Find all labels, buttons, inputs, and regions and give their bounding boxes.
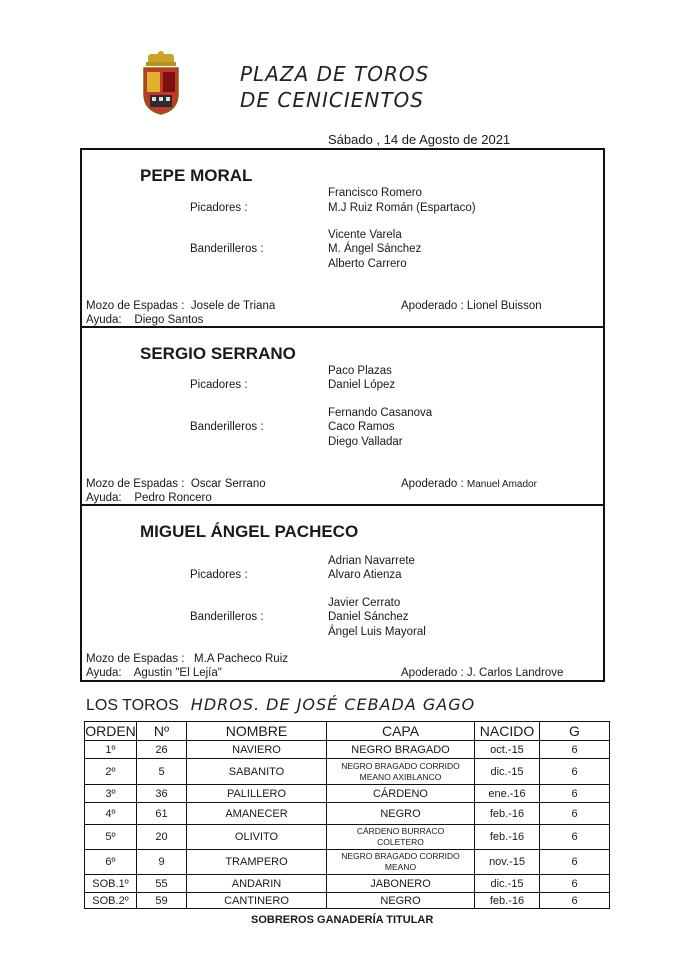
cell-g: 6 [540, 759, 610, 785]
ayuda [86, 492, 212, 504]
cell-g: 6 [540, 803, 610, 825]
mozo-name: Oscar Serrano [190, 478, 266, 490]
banderillero-name: Javier Cerrato [328, 597, 401, 609]
table-row [85, 875, 610, 893]
ayuda-name: Pedro Roncero [134, 492, 212, 504]
cell-nacido: feb.-16 [475, 893, 540, 909]
cell-numero: 9 [137, 850, 187, 875]
ayuda-label: Ayuda: [86, 667, 122, 679]
banderillero-name: Vicente Varela [328, 229, 402, 241]
cell-capa [327, 850, 475, 875]
toros-heading [86, 695, 475, 715]
cell-nombre: CANTINERO [187, 893, 327, 909]
table-row [85, 825, 610, 850]
matador-section [80, 326, 605, 506]
cell-g: 6 [540, 875, 610, 893]
matador-section [80, 148, 605, 328]
cell-orden: 1º [85, 741, 137, 759]
cell-numero: 20 [137, 825, 187, 850]
cell-nacido: feb.-16 [475, 803, 540, 825]
cell-nombre: SABANITO [187, 759, 327, 785]
matador-name: MIGUEL ÁNGEL PACHECO [140, 522, 359, 541]
col-header-nombre: NOMBRE [187, 722, 327, 741]
cell-numero: 36 [137, 785, 187, 803]
cell-nacido: nov.-15 [475, 850, 540, 875]
cell-nacido: feb.-16 [475, 825, 540, 850]
capa-line: MEANO [384, 862, 417, 872]
apoderado-label: Apoderado : [401, 478, 464, 490]
picador-name: M.J Ruiz Román (Espartaco) [328, 202, 476, 214]
cell-capa: NEGRO [327, 893, 475, 909]
col-header-numero: Nº [137, 722, 187, 741]
cell-nombre: NAVIERO [187, 741, 327, 759]
picador-name: Paco Plazas [328, 365, 392, 377]
picador-name: Alvaro Atienza [328, 569, 402, 581]
cell-numero: 26 [137, 741, 187, 759]
cell-orden: 5º [85, 825, 137, 850]
apoderado-label: Apoderado : [401, 300, 464, 312]
toros-label: LOS TOROS [86, 697, 179, 714]
mozo-name: Josele de Triana [190, 300, 276, 312]
cell-nombre: AMANECER [187, 803, 327, 825]
mozo-name: M.A Pacheco Ruiz [194, 653, 289, 665]
banderillero-name: Daniel Sánchez [328, 611, 409, 623]
table-row [85, 741, 610, 759]
mozo-label: Mozo de Espadas : [86, 478, 185, 490]
col-header-orden: ORDEN [85, 723, 136, 739]
cell-orden: SOB.2º [85, 893, 137, 909]
table-header-row [85, 722, 610, 741]
page-title-line1: PLAZA DE TOROS [240, 62, 430, 86]
cell-capa: CÁRDENO [327, 785, 475, 803]
picadores-label: Picadores : [190, 202, 248, 214]
cell-nombre: ANDARIN [187, 875, 327, 893]
ayuda [86, 314, 203, 326]
table-row [85, 803, 610, 825]
cell-capa: NEGRO BRAGADO [327, 741, 475, 759]
picador-name: Adrian Navarrete [328, 555, 415, 567]
table-row [85, 850, 610, 875]
apoderado-name: Manuel Amador [466, 479, 537, 490]
apoderado [401, 478, 537, 490]
picador-name: Daniel López [328, 379, 396, 391]
ayuda-label: Ayuda: [86, 314, 122, 326]
cell-g: 6 [540, 825, 610, 850]
cell-g: 6 [540, 893, 610, 909]
cell-orden: 2º [85, 759, 137, 785]
cell-capa: JABONERO [327, 875, 475, 893]
table-row [85, 759, 610, 785]
mozo-de-espadas [86, 300, 275, 312]
col-header-nacido: NACIDO [475, 722, 540, 741]
cell-orden: 4º [85, 803, 137, 825]
mozo-label: Mozo de Espadas : [86, 653, 185, 665]
cell-orden: 3º [85, 785, 137, 803]
picador-name: Francisco Romero [328, 187, 422, 199]
cell-g: 6 [540, 741, 610, 759]
ayuda-name: Agustin "El Lejía" [133, 667, 222, 679]
picadores-label: Picadores : [190, 379, 248, 391]
apoderado-label: Apoderado : [401, 667, 464, 679]
toros-table [84, 721, 610, 909]
cell-capa: NEGRO [327, 803, 475, 825]
cell-g: 6 [540, 850, 610, 875]
apoderado [401, 667, 563, 679]
cell-nacido: dic.-15 [475, 875, 540, 893]
apoderado-name: Lionel Buisson [466, 300, 542, 312]
ayuda-name: Diego Santos [134, 314, 204, 326]
cell-g: 6 [540, 785, 610, 803]
col-header-capa: CAPA [327, 722, 475, 741]
page-title-line2: DE CENICIENTOS [240, 88, 424, 112]
ayuda [86, 667, 222, 679]
mozo-label: Mozo de Espadas : [86, 300, 185, 312]
apoderado-name: J. Carlos Landrove [466, 667, 564, 679]
cell-capa [327, 825, 475, 850]
banderilleros-label: Banderilleros : [190, 611, 264, 623]
capa-line: CÁRDENO BURRACO [356, 826, 445, 836]
matador-name: PEPE MORAL [140, 166, 253, 185]
matador-name: SERGIO SERRANO [140, 344, 296, 363]
banderillero-name: Ángel Luis Mayoral [328, 626, 426, 638]
banderillero-name: Diego Valladar [328, 436, 403, 448]
cell-nombre: TRAMPERO [187, 850, 327, 875]
cell-numero: 55 [137, 875, 187, 893]
cell-numero: 59 [137, 893, 187, 909]
ayuda-label: Ayuda: [86, 492, 122, 504]
mozo-de-espadas [86, 653, 288, 665]
cell-nombre: PALILLERO [187, 785, 327, 803]
cell-orden: 6º [85, 850, 137, 875]
picadores-label: Picadores : [190, 569, 248, 581]
capa-line: MEANO AXIBLANCO [359, 771, 442, 782]
capa-line: COLETERO [377, 837, 424, 847]
table-row [85, 893, 610, 909]
banderillero-name: Fernando Casanova [328, 407, 433, 419]
banderillero-name: Caco Ramos [328, 421, 395, 433]
banderilleros-label: Banderilleros : [190, 421, 264, 433]
cell-nacido: oct.-15 [475, 741, 540, 759]
cell-orden: SOB.1º [85, 875, 137, 893]
col-header-g: G [540, 722, 610, 741]
town-crest-logo [138, 50, 184, 116]
matador-section [80, 504, 605, 682]
cell-numero: 61 [137, 803, 187, 825]
ganaderia-name: HDROS. DE JOSÉ CEBADA GAGO [190, 695, 476, 714]
table-footer-note: SOBREROS GANADERÍA TITULAR [251, 914, 434, 926]
capa-line: NEGRO BRAGADO CORRIDO [341, 760, 460, 771]
cell-nacido: ene.-16 [475, 785, 540, 803]
banderilleros-label: Banderilleros : [190, 243, 264, 255]
mozo-de-espadas [86, 478, 266, 490]
apoderado [401, 300, 542, 312]
cell-nombre: OLIVITO [187, 825, 327, 850]
cell-numero: 5 [137, 759, 187, 785]
banderillero-name: Alberto Carrero [328, 258, 407, 270]
cell-nacido: dic.-15 [475, 759, 540, 785]
table-row [85, 785, 610, 803]
cell-capa [327, 759, 475, 785]
event-date: Sábado , 14 de Agosto de 2021 [328, 132, 511, 147]
capa-line: NEGRO BRAGADO CORRIDO [341, 851, 460, 861]
banderillero-name: M. Ángel Sánchez [328, 243, 422, 255]
